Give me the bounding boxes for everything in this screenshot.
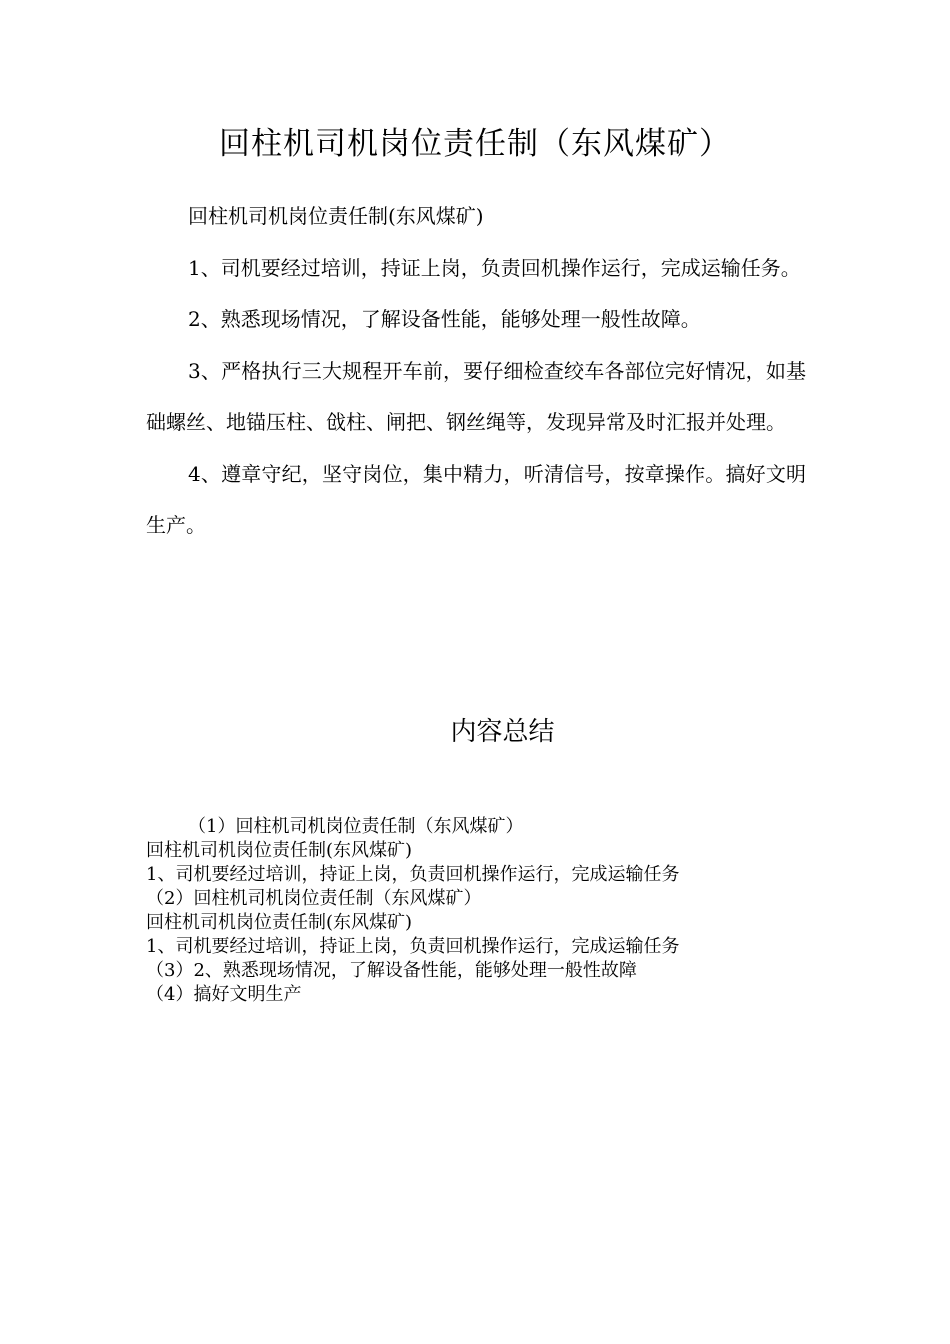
paragraph-item-3: 3、严格执行三大规程开车前，要仔细检查绞车各部位完好情况，如基础螺丝、地锚压柱、戗柱、闸把、钢丝绳等，发现异常及时汇报并处理。 — [146, 358, 806, 434]
summary-line: 1、司机要经过培训，持证上岗，负责回机操作运行，完成运输任务 — [146, 864, 680, 885]
summary-line: （2）回柱机司机岗位责任制（东风煤矿） — [146, 888, 482, 909]
paragraph-item-2: 2、熟悉现场情况，了解设备性能，能够处理一般性故障。 — [188, 307, 701, 331]
document-title: 回柱机司机岗位责任制（东风煤矿） — [219, 126, 731, 162]
paragraph-heading: 回柱机司机岗位责任制(东风煤矿) — [188, 204, 484, 228]
paragraph-item-4: 4、遵章守纪，坚守岗位，集中精力，听清信号，按章操作。搞好文明生产。 — [146, 461, 806, 537]
summary-list — [146, 815, 806, 1007]
document-body — [146, 191, 806, 552]
summary-line: 1、司机要经过培训，持证上岗，负责回机操作运行，完成运输任务 — [146, 936, 680, 957]
summary-line: （1）回柱机司机岗位责任制（东风煤矿） — [188, 816, 524, 837]
summary-title: 内容总结 — [450, 717, 555, 747]
summary-line: 回柱机司机岗位责任制(东风煤矿) — [146, 840, 413, 861]
summary-line: （3）2、熟悉现场情况，了解设备性能，能够处理一般性故障 — [146, 960, 637, 981]
summary-line: 回柱机司机岗位责任制(东风煤矿) — [146, 912, 413, 933]
summary-line: （4）搞好文明生产 — [146, 984, 302, 1005]
paragraph-item-1: 1、司机要经过培训，持证上岗，负责回机操作运行，完成运输任务。 — [188, 255, 801, 280]
